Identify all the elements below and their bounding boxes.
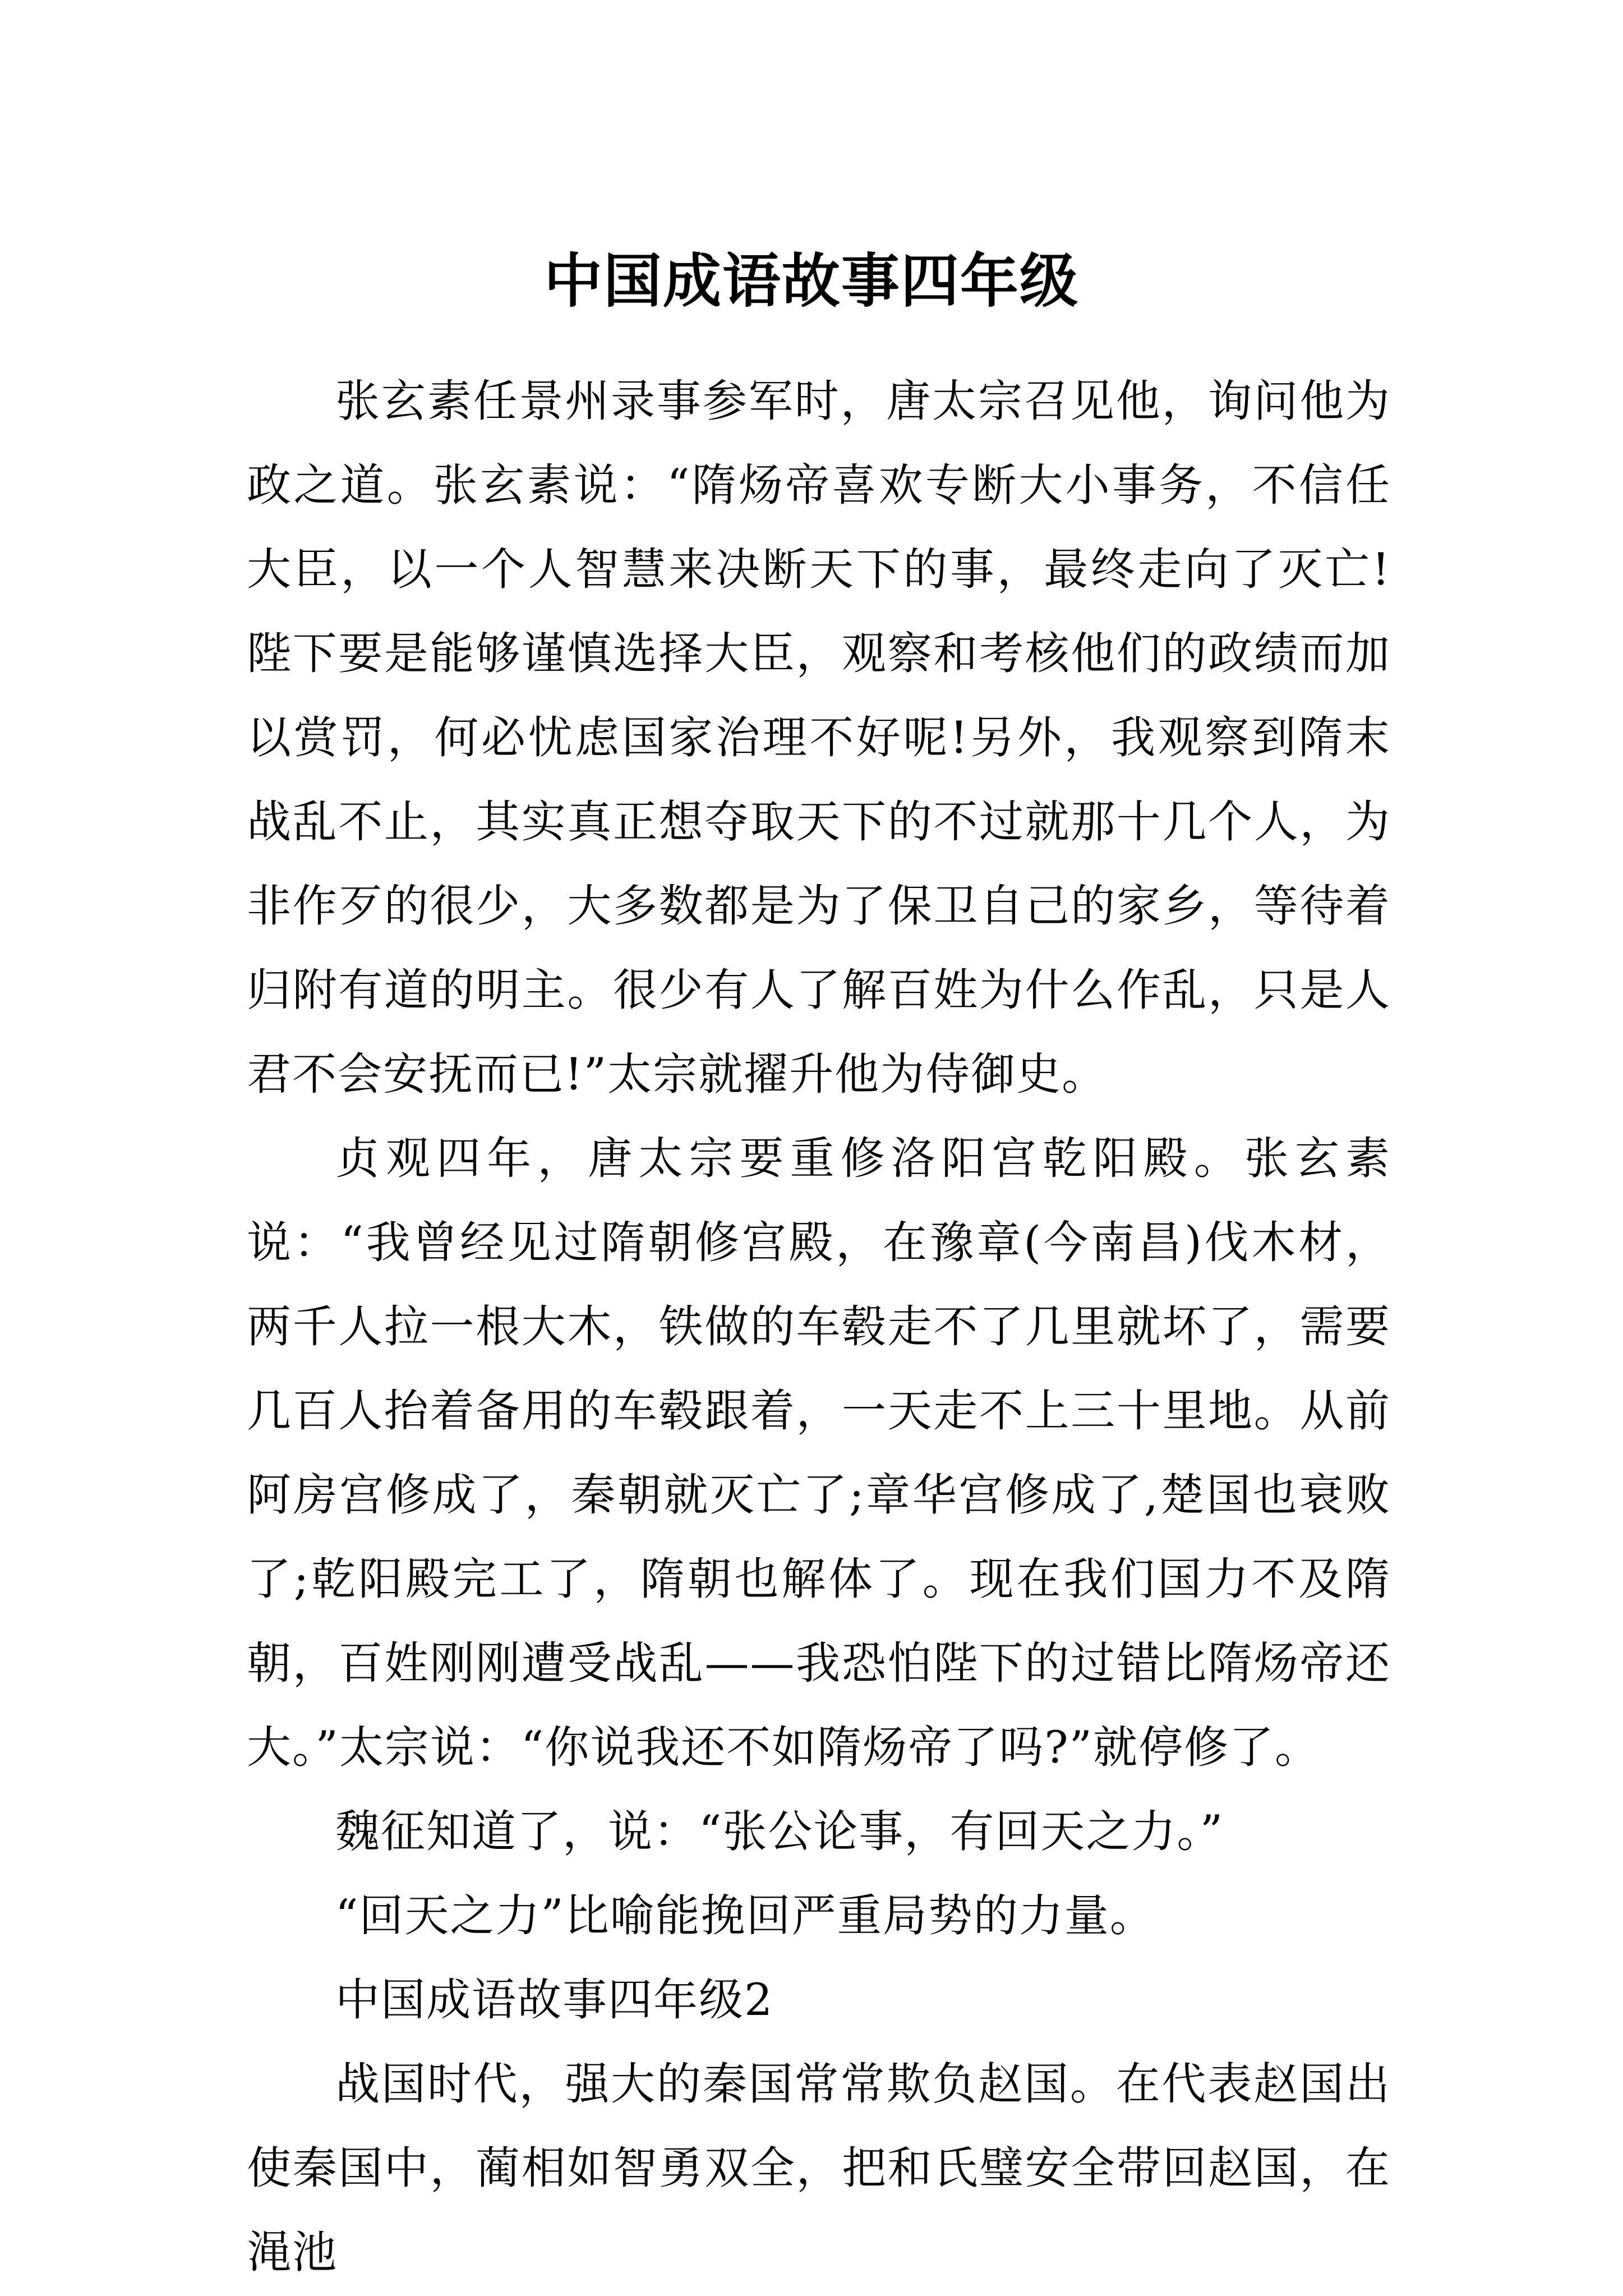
paragraph-weizheng-comment: 魏征知道了，说：“张公论事，有回天之力。” <box>335 1806 1224 1857</box>
paragraph-section-heading: 中国成语故事四年级2 <box>335 1974 774 2026</box>
paragraph-idiom-meaning: “回天之力”比喻能挽回严重局势的力量。 <box>335 1890 1155 1941</box>
paragraph-zhenguan-palace: 贞观四年，唐太宗要重修洛阳宫乾阳殿。张玄素说：“我曾经见过隋朝修宫殿，在豫章(今南昌)伐木材，两千人拉一根大木，铁做的车毂走不了几里就坏了，需要几百人抬着备用的车毂跟着，一天走不上三十里地。从前阿房宫修成了，秦朝就灭亡了;章华宫修成了,楚国也衰败了;乾阳殿完工了，隋朝也解体了。现在我们国力不及隋朝，百姓刚刚遭受战乱——我恐怕陛下的过错比隋炀帝还大。”太宗说：“你说我还不如隋炀帝了吗?”就停修了。 <box>247 1133 1391 1773</box>
paragraph-warring-states: 战国时代，强大的秦国常常欺负赵国。在代表赵国出使秦国中，蔺相如智勇双全，把和氏璧安全带回赵国，在渑池 <box>247 2058 1391 2278</box>
document-body <box>247 359 1391 2294</box>
document-title: 中国成语故事四年级 <box>543 246 1079 315</box>
paragraph-zhang-xuansu-intro: 张玄素任景州录事参军时，唐太宗召见他，询问他为政之道。张玄素说：“隋炀帝喜欢专断大小事务，不信任大臣，以一个人智慧来决断天下的事，最终走向了灭亡!陛下要是能够谨慎选择大臣，观察和考核他们的政绩而加以赏罚，何必忧虑国家治理不好呢!另外，我观察到隋末战乱不止，其实真正想夺取天下的不过就那十几个人，为非作歹的很少，大多数都是为了保卫自己的家乡，等待着归附有道的明主。很少有人了解百姓为什么作乱，只是人君不会安抚而已!”太宗就擢升他为侍御史。 <box>247 375 1391 1100</box>
